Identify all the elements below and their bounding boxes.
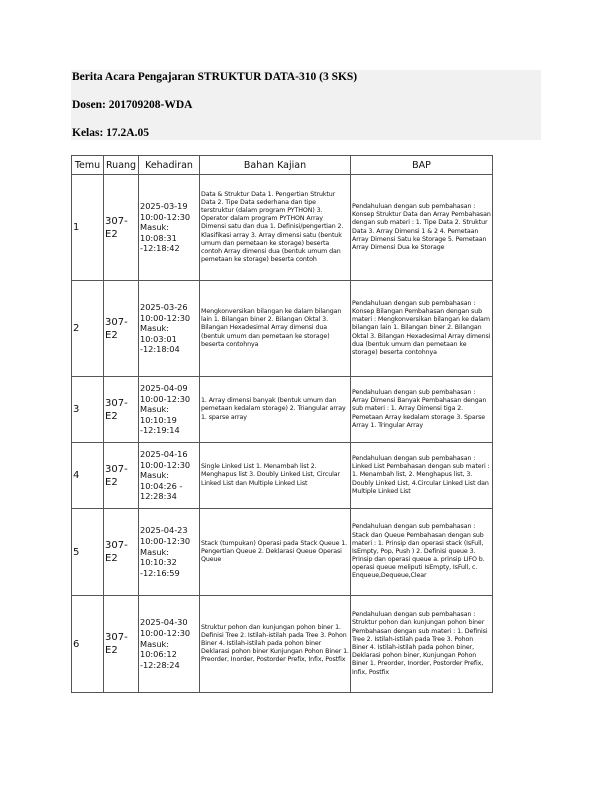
column-header-bap: BAP [351, 156, 493, 175]
bap-cell: Pendahuluan dengan sub pembahasan : Linked List Pembahasan dengan sub materi : 1. Menambah list, 2. Menghapus list, 3. Doubly Linked List, 4.Circular Linked List dan Multiple Linked List [351, 443, 493, 509]
meeting-number: 4 [72, 443, 104, 509]
meeting-number: 5 [72, 509, 104, 596]
room-line: E2 [105, 645, 118, 656]
attendance-line: Masuk: 10:08:31 [140, 222, 177, 243]
teaching-record-table [71, 155, 493, 693]
attendance-line: Masuk: 10:10:19 [140, 404, 177, 425]
room-line: 307- [105, 316, 128, 328]
document-title: Berita Acara Pengajaran STRUKTUR DATA-310 (3 SKS) [72, 71, 358, 83]
attendance-line: 2025-04-16 [140, 448, 188, 459]
room-line: 307- [105, 215, 128, 227]
room-line: 307- [105, 397, 128, 409]
attendance-line: 10:00-12:30 [140, 459, 191, 470]
attendance-cell [139, 281, 200, 377]
bap-cell: Pendahuluan dengan sub pembahasan : Konsep Struktur Data dan Array Pembahasan dengan sub materi : 1. Tipe Data 2. Struktur Data 3. Array Dimensi 1 & 2 4. Pemetaan Array Dimensi Satu ke Storage 5. Pemetaan Array Dimensi Dua ke Storage [351, 175, 493, 281]
table-row [72, 509, 493, 596]
table-row [72, 377, 493, 443]
room-line: E2 [105, 476, 118, 488]
attendance-line: 2025-04-09 [140, 382, 188, 393]
attendance-line: 10:00-12:30 [140, 536, 191, 547]
column-header-temu: Temu [72, 156, 104, 175]
attendance-line: Masuk: 10:03:01 [140, 323, 177, 344]
meeting-number: 2 [72, 281, 104, 377]
table-row [72, 596, 493, 693]
room-cell [104, 443, 139, 509]
study-material-cell: Data & Struktur Data 1. Pengertian Struktur Data 2. Tipe Data sederhana dan tipe terstruktur (dalam program PYTHON) 3. Operator dalam program PYTHON Array Dimensi satu dan dua 1. Definisi/pengertian 2. Klasifikasi array 3. Array dimensi satu (bentuk umum dan pemetaan ke storage) beserta contoh Array dimensi dua (bentuk umum dan pemetaan ke storage) beserta contoh [200, 175, 351, 281]
room-line: E2 [105, 410, 118, 422]
attendance-line: 2025-04-23 [140, 525, 188, 536]
attendance-line: -12:16:59 [140, 567, 180, 578]
attendance-cell [139, 509, 200, 596]
room-cell [104, 377, 139, 443]
attendance-line: 10:00-12:30 [140, 628, 191, 639]
room-line: E2 [105, 553, 118, 564]
room-cell [104, 509, 139, 596]
attendance-line: Masuk: 10:06:12 [140, 638, 177, 660]
attendance-cell [139, 596, 200, 693]
attendance-line: Masuk: [140, 470, 170, 481]
attendance-cell [139, 377, 200, 443]
attendance-line: 10:04:26 - [140, 480, 183, 491]
room-line: E2 [105, 228, 118, 240]
table-header-row [72, 156, 493, 175]
attendance-line: -12:18:42 [140, 243, 180, 254]
column-header-ruang: Ruang [104, 156, 139, 175]
attendance-line: -12:19:14 [140, 425, 180, 436]
attendance-cell [139, 443, 200, 509]
room-line: 307- [105, 632, 128, 643]
study-material-cell: 1. Array dimensi banyak (bentuk umum dan pemetaan kedalam storage) 2. Triangular array 1. sparse array [200, 377, 351, 443]
study-material-cell: Struktur pohon dan kunjungan pohon biner 1. Definisi Tree 2. Istilah-istilah pada Tree 3. Pohon Biner 4. Istilah-istilah pada pohon biner Deklarasi pohon biner Kunjungan Pohon Biner 1. Preorder, Inorder, Postorder Prefix, Infix, Postfix [200, 596, 351, 693]
attendance-line: 2025-03-26 [140, 301, 188, 312]
room-line: 307- [105, 540, 128, 551]
column-header-bahan-kajian: Bahan Kajian [200, 156, 351, 175]
table-row [72, 281, 493, 377]
column-header-kehadiran: Kehadiran [139, 156, 200, 175]
study-material-cell: Single Linked List 1. Menambah list 2. Menghapus list 3. Doubly Linked List, Circular Linked List dan Multiple Linked List [200, 443, 351, 509]
attendance-cell [139, 175, 200, 281]
room-cell [104, 596, 139, 693]
attendance-line: 2025-03-19 [140, 200, 188, 211]
study-material-cell: Mengkonversikan bilangan ke dalam bilangan lain 1. Bilangan biner 2. Bilangan Oktal 3. Bilangan Hexadesimal Array dimensi dua (bentuk umum dan pemetaan ke storage) beserta contohnya [200, 281, 351, 377]
attendance-line: Masuk: 10:10:32 [140, 546, 177, 568]
room-line: E2 [105, 329, 118, 341]
lecturer-line: Dosen: 201709208-WDA [72, 99, 193, 111]
attendance-line: 10:00-12:30 [140, 312, 191, 323]
room-cell [104, 175, 139, 281]
attendance-line: -12:18:04 [140, 344, 180, 355]
bap-cell: Pendahuluan dengan sub pembahasan : Stack dan Queue Pembahasan dengan sub materi : 1. Prinsip dan operasi stack (IsFull, IsEmpty, Pop, Push ) 2. Definisi queue 3. Prinsip dan operasi queue a. prinsip LIFO b. operasi queue meliputi IsEmpty, IsFull, c. Enqueue,Dequeue,Clear [351, 509, 493, 596]
table-row [72, 443, 493, 509]
attendance-line: -12:28:24 [140, 659, 180, 670]
class-line: Kelas: 17.2A.05 [72, 127, 149, 139]
attendance-line: 10:00-12:30 [140, 211, 191, 222]
bap-cell: Pendahuluan dengan sub pembahasan : Array Dimensi Banyak Pembahasan dengan sub materi : 1. Array Dimensi tiga 2. Pemetaan Array kedalam storage 3. Sparse Array 1. Tringular Array [351, 377, 493, 443]
bap-cell: Pendahuluan dengan sub pembahasan : Struktur pohon dan kunjungan pohon biner Pembahasan dengan sub materi : 1. Definisi Tree 2. Istilah-istilah pada Tree 3. Pohon Biner 4. Istilah-istilah pada pohon biner, Deklarasi pohon biner, Kunjungan Pohon Biner 1. Preorder, Inorder, Postorder Prefix, Infix, Postfix [351, 596, 493, 693]
attendance-line: 2025-04-30 [140, 617, 188, 628]
bap-cell: Pendahuluan dengan sub pembahasan : Konsep Bilangan Pembahasan dengan sub materi : Mengkonversikan bilangan ke dalam bilangan lain 1. Bilangan biner 2. Bilangan Oktal 3. Bilangan Hexadesimal Array dimensi dua (bentuk umum dan pemetaan ke storage) beserta contohnya [351, 281, 493, 377]
table-row [72, 175, 493, 281]
meeting-number: 1 [72, 175, 104, 281]
room-line: 307- [105, 463, 128, 475]
meeting-number: 3 [72, 377, 104, 443]
study-material-cell: Stack (tumpukan) Operasi pada Stack Queue 1. Pengertian Queue 2. Deklarasi Queue Operasi Queue [200, 509, 351, 596]
meeting-number: 6 [72, 596, 104, 693]
attendance-line: 10:00-12:30 [140, 393, 191, 404]
room-cell [104, 281, 139, 377]
attendance-line: 12:28:34 [140, 491, 177, 502]
